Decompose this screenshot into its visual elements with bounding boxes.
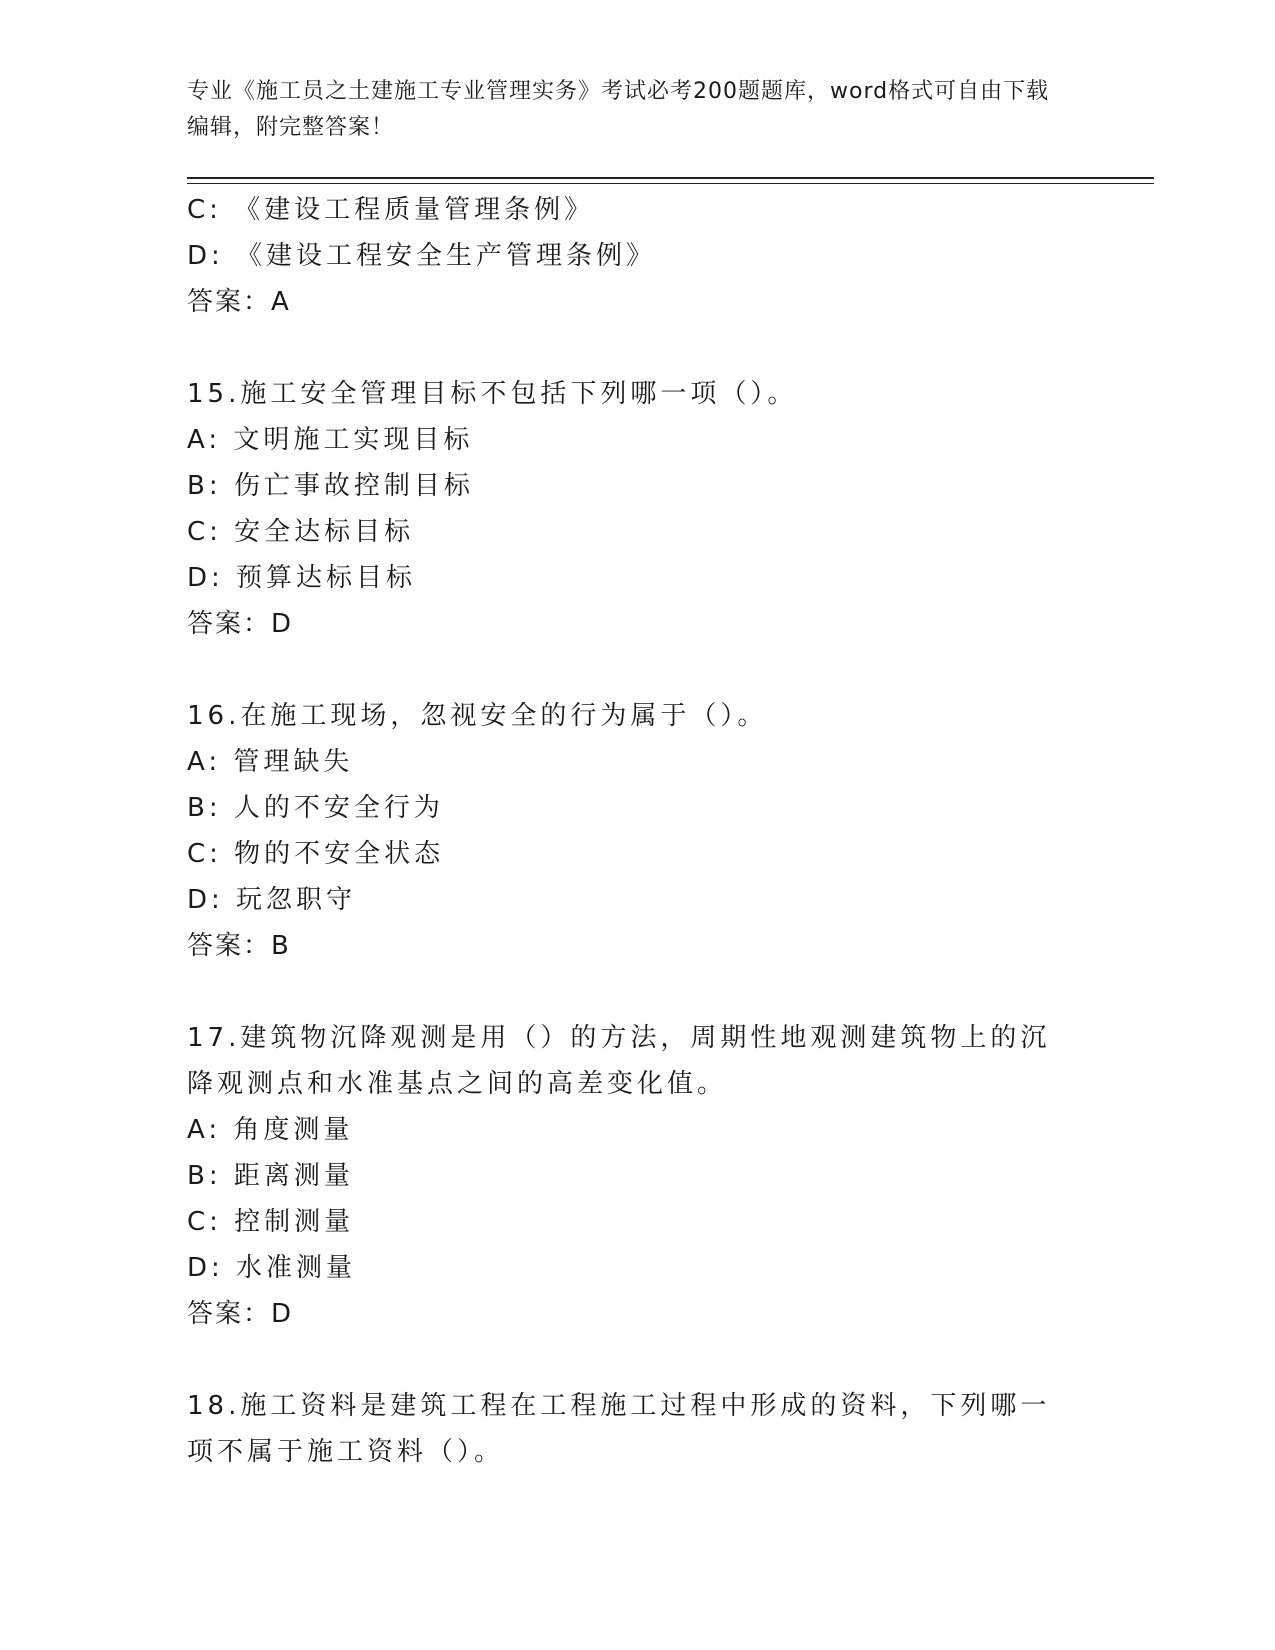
document-header bbox=[187, 74, 1067, 146]
option-d: D: 水准测量 bbox=[187, 1253, 357, 1283]
option-c: C: 控制测量 bbox=[187, 1207, 355, 1237]
spacer bbox=[187, 1337, 1087, 1383]
option-a: A: 管理缺失 bbox=[187, 747, 354, 777]
question-15 bbox=[187, 371, 1087, 647]
option-d: D: 预算达标目标 bbox=[187, 563, 417, 593]
question-stem: 16.在施工现场，忽视安全的行为属于（）。 bbox=[187, 701, 768, 731]
answer-line: 答案：D bbox=[187, 1299, 294, 1329]
option-b: B: 伤亡事故控制目标 bbox=[187, 471, 474, 501]
question-stem: 18.施工资料是建筑工程在工程施工过程中形成的资料，下列哪一项不属于施工资料（）。 bbox=[187, 1391, 1051, 1467]
question-stem: 15.施工安全管理目标不包括下列哪一项（）。 bbox=[187, 379, 798, 409]
question-16 bbox=[187, 693, 1087, 969]
spacer bbox=[187, 647, 1087, 693]
question-stem: 17.建筑物沉降观测是用（）的方法，周期性地观测建筑物上的沉降观测点和水准基点之间的高差变化值。 bbox=[187, 1023, 1051, 1099]
option-c: C: 《建设工程质量管理条例》 bbox=[187, 195, 595, 225]
option-b: B: 人的不安全行为 bbox=[187, 793, 444, 823]
question-18 bbox=[187, 1383, 1087, 1475]
prev-question-block bbox=[187, 187, 1087, 325]
option-b: B: 距离测量 bbox=[187, 1161, 354, 1191]
header-rule-thin bbox=[187, 183, 1154, 184]
option-c: C: 物的不安全状态 bbox=[187, 839, 445, 869]
option-a: A: 角度测量 bbox=[187, 1115, 354, 1145]
answer-line: 答案：D bbox=[187, 609, 294, 639]
option-d: D: 《建设工程安全生产管理条例》 bbox=[187, 241, 657, 271]
header-text: 专业《施工员之土建施工专业管理实务》考试必考200题题库，word格式可自由下载编辑，附完整答案！ bbox=[187, 79, 1050, 140]
option-c: C: 安全达标目标 bbox=[187, 517, 415, 547]
spacer bbox=[187, 969, 1087, 1015]
question-17 bbox=[187, 1015, 1087, 1337]
spacer bbox=[187, 325, 1087, 371]
header-rule-thick bbox=[187, 177, 1154, 179]
option-d: D: 玩忽职守 bbox=[187, 885, 357, 915]
option-a: A: 文明施工实现目标 bbox=[187, 425, 474, 455]
question-content bbox=[187, 187, 1087, 1475]
answer-line: 答案：A bbox=[187, 287, 291, 317]
answer-line: 答案：B bbox=[187, 931, 291, 961]
